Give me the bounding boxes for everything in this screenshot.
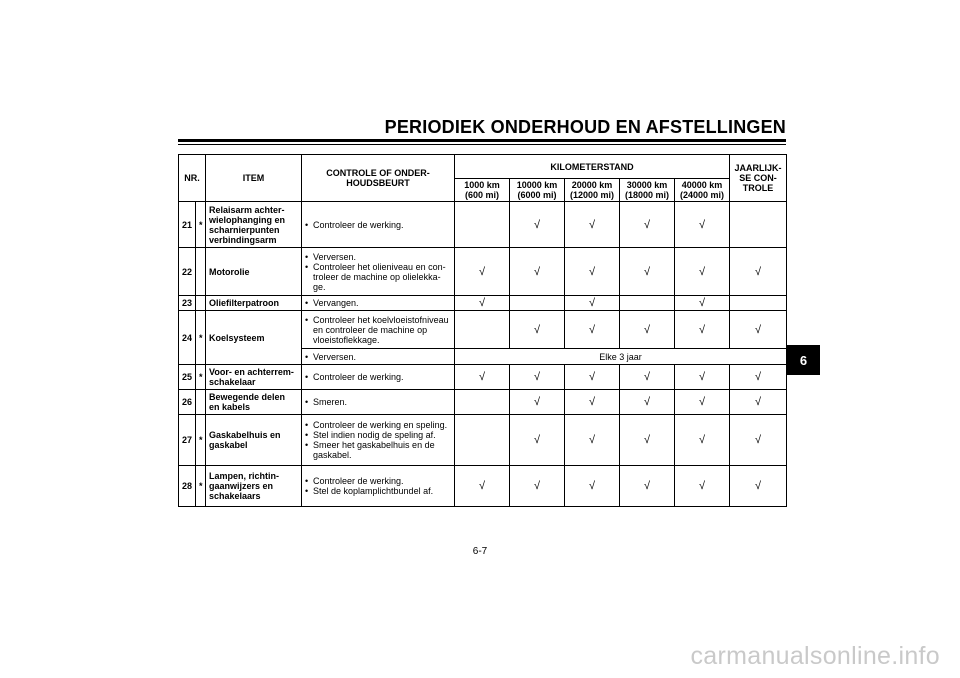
check-cell: √	[510, 466, 565, 507]
chapter-tab: 6	[787, 345, 820, 375]
check-cell: √	[565, 466, 620, 507]
row-actions	[302, 466, 455, 507]
page-number: 6-7	[472, 546, 488, 557]
action-item: • Smeren.	[305, 397, 451, 407]
check-cell: √	[675, 202, 730, 248]
row-actions	[302, 415, 455, 466]
check-cell: √	[730, 311, 787, 349]
row-actions	[302, 349, 455, 365]
row-item: Koelsysteem	[206, 311, 302, 365]
row-actions	[302, 365, 455, 390]
header-interval: 30000 km (18000 mi)	[620, 179, 675, 202]
action-item: • Verversen.	[305, 252, 451, 262]
check-cell	[455, 202, 510, 248]
check-cell: √	[675, 415, 730, 466]
row-number: 26	[179, 390, 196, 415]
action-item: • Controleer de werking.	[305, 372, 451, 382]
check-cell: √	[730, 415, 787, 466]
table-row	[179, 365, 787, 390]
check-cell: √	[730, 365, 787, 390]
header-nr: NR.	[179, 155, 206, 202]
check-cell: √	[620, 248, 675, 296]
action-item: • Controleer het koelvloeistofniveau en controleer de machine op vloeistoflekkage.	[305, 315, 451, 345]
row-star	[196, 390, 206, 415]
check-cell: √	[565, 415, 620, 466]
header-item: ITEM	[206, 155, 302, 202]
check-cell: √	[455, 365, 510, 390]
check-cell: √	[565, 311, 620, 349]
check-cell: √	[565, 202, 620, 248]
check-cell	[455, 311, 510, 349]
row-item: Motorolie	[206, 248, 302, 296]
row-item: Voor- en achterrem-schakelaar	[206, 365, 302, 390]
header-row	[179, 155, 787, 179]
check-cell: √	[565, 390, 620, 415]
row-number: 24	[179, 311, 196, 365]
check-cell: √	[510, 365, 565, 390]
check-cell	[510, 296, 565, 311]
header-interval: 10000 km (6000 mi)	[510, 179, 565, 202]
row-star	[196, 296, 206, 311]
check-cell	[730, 296, 787, 311]
check-cell: √	[620, 202, 675, 248]
row-number: 22	[179, 248, 196, 296]
row-actions	[302, 202, 455, 248]
row-item: Lampen, richtin-gaanwijzers en schakelaars	[206, 466, 302, 507]
check-cell	[455, 390, 510, 415]
page-title: PERIODIEK ONDERHOUD EN AFSTELLINGEN	[384, 117, 786, 137]
row-number: 27	[179, 415, 196, 466]
action-item: • Vervangen.	[305, 298, 451, 308]
table-row	[179, 248, 787, 296]
check-cell: √	[510, 311, 565, 349]
table-row	[179, 415, 787, 466]
row-number: 21	[179, 202, 196, 248]
header-annual: JAARLIJK-SE CON-TROLE	[730, 155, 787, 202]
table-row	[179, 390, 787, 415]
row-item: Oliefilterpatroon	[206, 296, 302, 311]
check-cell: √	[510, 202, 565, 248]
check-cell: √	[675, 296, 730, 311]
interval-note: Elke 3 jaar	[455, 349, 787, 365]
check-cell: √	[565, 365, 620, 390]
action-item: • Stel de koplamplichtbundel af.	[305, 486, 451, 496]
row-star	[196, 248, 206, 296]
row-actions	[302, 296, 455, 311]
row-item: Bewegende delen en kabels	[206, 390, 302, 415]
header-odometer: KILOMETERSTAND	[455, 155, 730, 179]
row-star: *	[196, 311, 206, 365]
row-star: *	[196, 466, 206, 507]
check-cell: √	[620, 390, 675, 415]
table-row	[179, 466, 787, 507]
action-item: • Smeer het gaskabelhuis en de gaskabel.	[305, 440, 451, 460]
check-cell: √	[675, 390, 730, 415]
row-actions	[302, 390, 455, 415]
title-rule	[178, 139, 786, 142]
row-number: 28	[179, 466, 196, 507]
check-cell: √	[620, 365, 675, 390]
check-cell	[455, 415, 510, 466]
check-cell: √	[675, 311, 730, 349]
table-row	[179, 296, 787, 311]
watermark: carmanualsonline.info	[690, 642, 940, 670]
header-interval: 40000 km (24000 mi)	[675, 179, 730, 202]
row-actions	[302, 311, 455, 349]
check-cell: √	[730, 390, 787, 415]
check-cell: √	[455, 296, 510, 311]
action-item: • Stel indien nodig de speling af.	[305, 430, 451, 440]
header-interval: 1000 km (600 mi)	[455, 179, 510, 202]
action-item: • Controleer de werking en speling.	[305, 420, 451, 430]
check-cell: √	[510, 248, 565, 296]
check-cell: √	[565, 248, 620, 296]
check-cell	[730, 202, 787, 248]
check-cell: √	[730, 248, 787, 296]
row-actions	[302, 248, 455, 296]
check-cell: √	[675, 466, 730, 507]
check-cell: √	[510, 415, 565, 466]
check-cell: √	[565, 296, 620, 311]
check-cell	[620, 296, 675, 311]
check-cell: √	[675, 365, 730, 390]
header-interval: 20000 km (12000 mi)	[565, 179, 620, 202]
row-item: Gaskabelhuis en gaskabel	[206, 415, 302, 466]
row-number: 25	[179, 365, 196, 390]
row-star: *	[196, 365, 206, 390]
row-star: *	[196, 202, 206, 248]
check-cell: √	[675, 248, 730, 296]
action-item: • Controleer de werking.	[305, 476, 451, 486]
header-check: CONTROLE OF ONDER-HOUDSBEURT	[302, 155, 455, 202]
row-star: *	[196, 415, 206, 466]
maintenance-table	[178, 154, 787, 507]
check-cell: √	[730, 466, 787, 507]
action-item: • Controleer het olieniveau en con-troleer de machine op olielekka-ge.	[305, 262, 451, 292]
row-number: 23	[179, 296, 196, 311]
check-cell: √	[620, 415, 675, 466]
check-cell: √	[455, 248, 510, 296]
action-item: • Controleer de werking.	[305, 220, 451, 230]
check-cell: √	[620, 466, 675, 507]
check-cell: √	[620, 311, 675, 349]
check-cell: √	[510, 390, 565, 415]
action-item: • Verversen.	[305, 352, 451, 362]
table-row	[179, 202, 787, 248]
table-row	[179, 311, 787, 349]
row-item: Relaisarm achter-wielophanging en scharnierpunten verbindingsarm	[206, 202, 302, 248]
title-rule-thin	[178, 144, 786, 145]
check-cell: √	[455, 466, 510, 507]
